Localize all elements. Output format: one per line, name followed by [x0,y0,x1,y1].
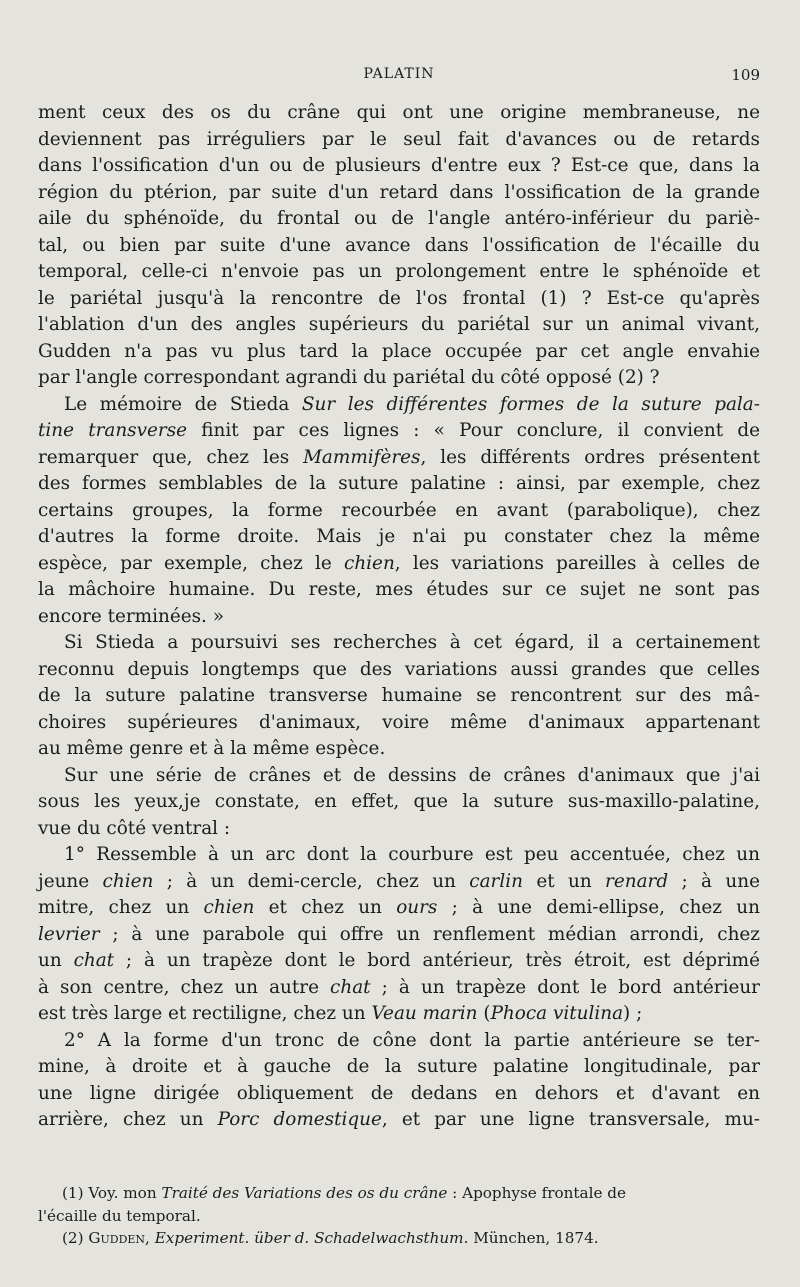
text-line: temporal, celle-ci n'envoie pas un prolongement entre le sphénoïde et [38,261,760,282]
text-line: 2° A la forme d'un tronc de cône dont la partie antérieure se ter- [64,1029,760,1051]
text-line: une ligne dirigée obliquement de dedans en dehors et d'avant en [38,1082,760,1104]
text-line: est très large et rectiligne, chez un Veau marin (Phoca vitulina) ; [38,1003,643,1024]
text-line: un chat ; à un trapèze dont le bord antérieur, très étroit, est déprimé [38,950,760,971]
text-line: choires supérieures d'animaux, voire même d'animaux appartenant [38,711,760,733]
footnote-line: (1) Voy. mon Traité des Variations des os du crâne : Apophyse frontale de [62,1184,626,1202]
text-line: mitre, chez un chien et chez un ours ; à une demi-ellipse, chez un [38,897,760,918]
page-number: 109 [731,66,760,84]
text-line: Le mémoire de Stieda Sur les différentes formes de la suture pala- [64,393,760,415]
page-header [38,66,760,92]
text-line: arrière, chez un Porc domestique, et par une ligne transversale, mu- [38,1109,761,1130]
running-head: PALATIN [363,66,435,82]
footnote-line: l'écaille du temporal. [38,1206,201,1225]
text-line: Gudden n'a pas vu plus tard la place occupée par cet angle envahie [38,340,760,362]
text-line: Si Stieda a poursuivi ses recherches à cet égard, il a certainement [64,632,760,653]
text-line: reconnu depuis longtemps que des variations aussi grandes que celles [38,658,760,680]
footnotes [38,1182,760,1250]
text-line: sous les yeux,je constate, en effet, que la suture sus-maxillo-palatine, [38,791,760,812]
text-line: levrier ; à une parabole qui offre un renflement médian arrondi, chez [38,923,760,945]
text-line: 1° Ressemble à un arc dont la courbure est peu accentuée, chez un [64,844,760,865]
text-line: des formes semblables de la suture palatine : ainsi, par exemple, chez [38,473,760,494]
footnote-line: (2) Gudden, Experiment. über d. Schadelwachsthum. München, 1874. [62,1229,599,1247]
text-line: ment ceux des os du crâne qui ont une origine membraneuse, ne [38,102,760,123]
text-line: dans l'ossification d'un ou de plusieurs d'entre eux ? Est-ce que, dans la [38,155,760,176]
text-line: encore terminées. » [38,605,224,627]
text-line: à son centre, chez un autre chat ; à un trapèze dont le bord antérieur [38,976,760,998]
text-line: la mâchoire humaine. Du reste, mes études sur ce sujet ne sont pas [38,579,760,600]
text-line: de la suture palatine transverse humaine se rencontrent sur des mâ- [38,685,760,706]
text-line: vue du côté ventral : [38,817,231,839]
body-text [38,100,760,1134]
text-line: région du ptérion, par suite d'un retard dans l'ossification de la grande [38,181,760,203]
text-line: d'autres la forme droite. Mais je n'ai pu constater chez la même [38,526,760,547]
text-line: aile du sphénoïde, du frontal ou de l'angle antéro-inférieur du pariè- [38,208,760,229]
text-line: le pariétal jusqu'à la rencontre de l'os frontal (1) ? Est-ce qu'après [38,287,760,309]
text-line: espèce, par exemple, chez le chien, les variations pareilles à celles de [38,552,760,574]
text-line: au même genre et à la même espèce. [38,738,386,759]
text-line: l'ablation d'un des angles supérieurs du pariétal sur un animal vivant, [38,314,760,335]
text-line: tine transverse finit par ces lignes : « Pour conclure, il convient de [38,420,760,441]
text-line: certains groupes, la forme recourbée en avant (parabolique), chez [38,499,760,521]
text-line: jeune chien ; à un demi-cercle, chez un carlin et un renard ; à une [38,870,760,892]
text-line: Sur une série de crânes et de dessins de crânes d'animaux que j'ai [64,764,760,786]
text-line: deviennent pas irréguliers par le seul fait d'avances ou de retards [38,128,760,150]
text-line: remarquer que, chez les Mammifères, les différents ordres présentent [38,446,760,468]
text-line: tal, ou bien par suite d'une avance dans l'ossification de l'écaille du [38,234,760,256]
text-line: par l'angle correspondant agrandi du pariétal du côté opposé (2) ? [38,367,660,388]
text-line: mine, à droite et à gauche de la suture palatine longitudinale, par [38,1056,760,1077]
